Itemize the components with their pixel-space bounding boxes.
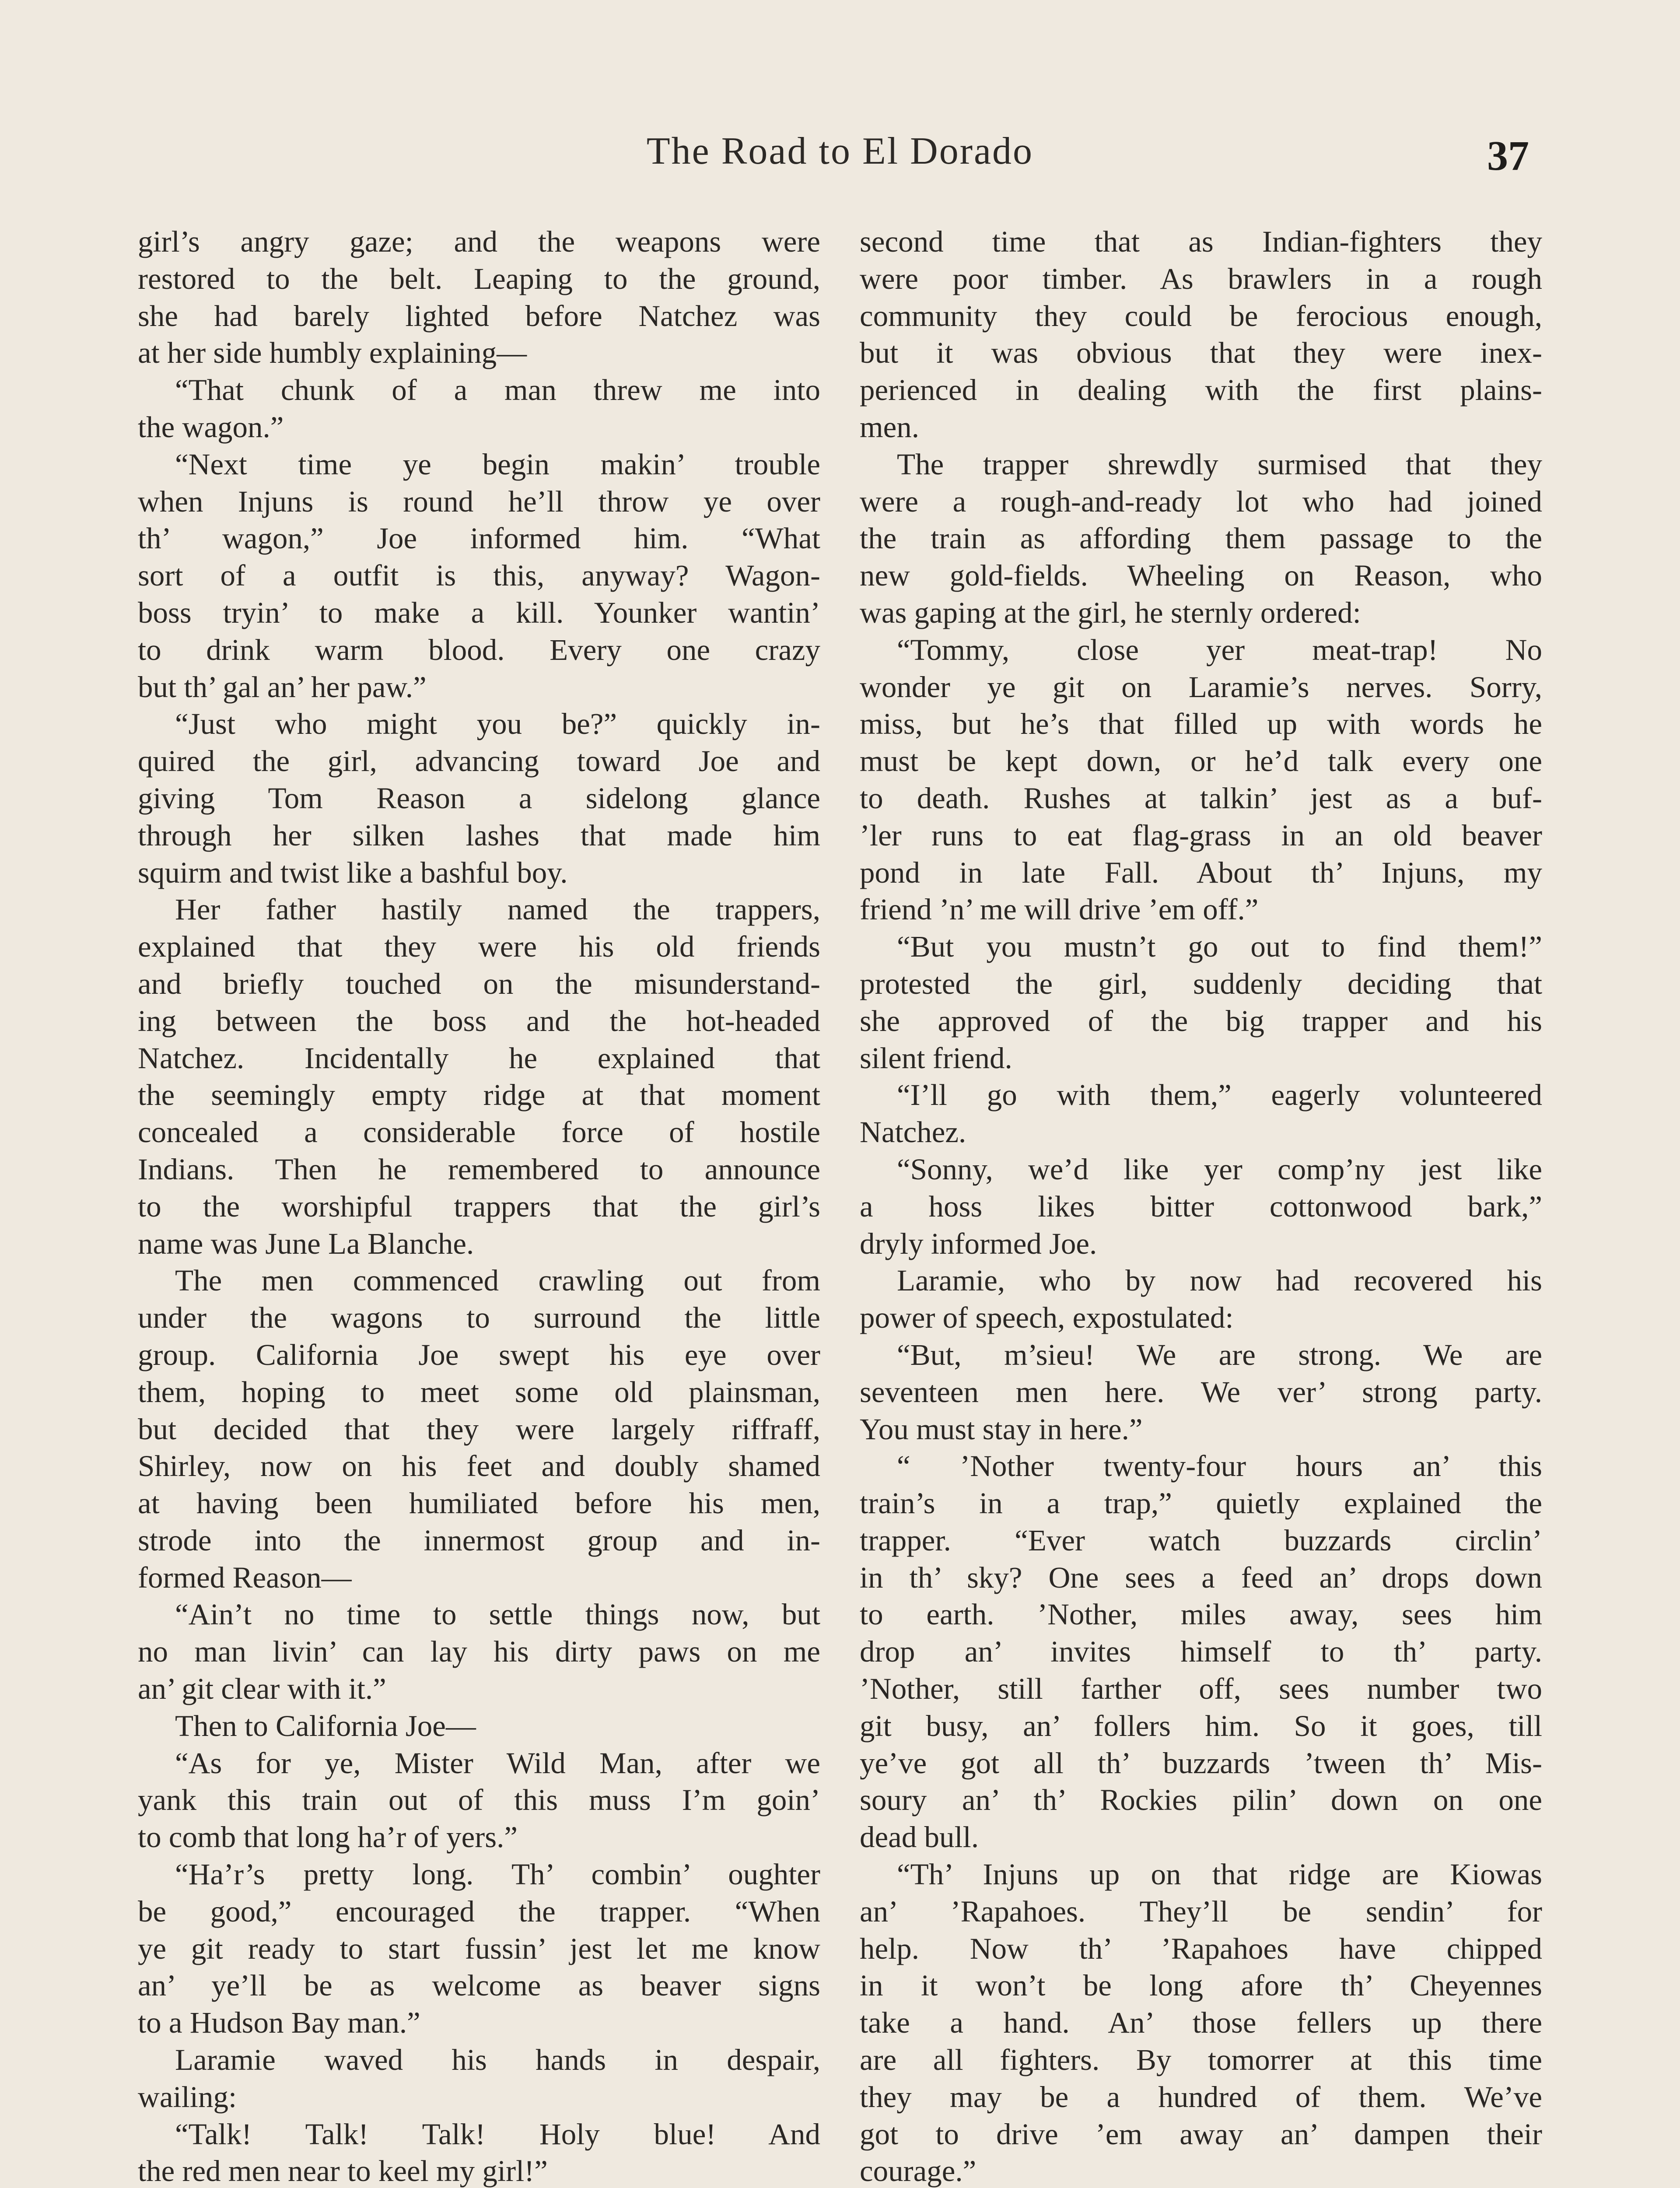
text-line: boss tryin’ to make a kill. Younker wantin’ (138, 596, 820, 629)
text-line: ’Nother, still farther off, sees number two (860, 1672, 1542, 1706)
text-line: pond in late Fall. About th’ Injuns, my (860, 856, 1542, 889)
text-line: are all fighters. By tomorrer at this time (860, 2043, 1542, 2077)
text-line: no man livin’ can lay his dirty paws on me (138, 1635, 820, 1669)
text-line: at having been humiliated before his men, (138, 1487, 820, 1520)
text-line: in it won’t be long afore th’ Cheyennes (860, 1969, 1542, 2002)
text-line: giving Tom Reason a sidelong glance (138, 781, 820, 815)
text-line: th’ wagon,” Joe informed him. “What (138, 522, 820, 555)
text-line: a hoss likes bitter cottonwood bark,” (860, 1189, 1542, 1223)
text-line: trapper. “Ever watch buzzards circlin’ (860, 1523, 1542, 1557)
text-line: second time that as Indian-fighters they (860, 225, 1542, 258)
text-line: “Next time ye begin makin’ trouble (175, 447, 820, 481)
running-title: The Road to El Dorado (646, 130, 1034, 172)
text-line: and briefly touched on the misunderstand- (138, 967, 820, 1000)
text-line: yank this train out of this muss I’m goin’ (138, 1783, 820, 1817)
text-line: but it was obvious that they were inex- (860, 336, 1542, 370)
text-line: “Th’ Injuns up on that ridge are Kiowas (897, 1858, 1542, 1891)
text-line: soury an’ th’ Rockies pilin’ down on one (860, 1783, 1542, 1817)
text-line: under the wagons to surround the little (138, 1301, 820, 1335)
text-line: ’ler runs to eat flag-grass in an old beaver (860, 818, 1542, 852)
text-line: Natchez. Incidentally he explained that (138, 1041, 820, 1075)
text-line: “Talk! Talk! Talk! Holy blue! And (175, 2117, 820, 2151)
text-line: protested the girl, suddenly deciding that (860, 967, 1542, 1000)
text-line: to a Hudson Bay man.” (138, 2006, 420, 2040)
text-line: must be kept down, or he’d talk every one (860, 744, 1542, 778)
text-line: Then to California Joe— (175, 1709, 476, 1743)
text-line: power of speech, expostulated: (860, 1301, 1234, 1335)
text-line: squirm and twist like a bashful boy. (138, 856, 568, 889)
text-line: ye git ready to start fussin’ jest let me know (138, 1932, 820, 1965)
text-line: drop an’ invites himself to th’ party. (860, 1635, 1542, 1669)
text-line: perienced in dealing with the first plains- (860, 373, 1542, 407)
text-line: to death. Rushes at talkin’ jest as a buf- (860, 781, 1542, 815)
text-line: You must stay in here.” (860, 1412, 1143, 1446)
text-line: seventeen men here. We ver’ strong party. (860, 1375, 1542, 1409)
text-line: she approved of the big trapper and his (860, 1004, 1542, 1038)
text-line: but th’ gal an’ her paw.” (138, 670, 427, 704)
text-line: wonder ye git on Laramie’s nerves. Sorry, (860, 670, 1542, 704)
text-line: dryly informed Joe. (860, 1227, 1097, 1260)
text-line: friend ’n’ me will drive ’em off.” (860, 893, 1259, 926)
text-line: “Ain’t no time to settle things now, but (175, 1598, 820, 1631)
right-text-column (860, 223, 1542, 2188)
text-line: the train as affording them passage to the (860, 522, 1542, 555)
text-line: but decided that they were largely riffraff, (138, 1412, 820, 1446)
text-line: concealed a considerable force of hostile (138, 1115, 820, 1149)
text-line: The men commenced crawling out from (175, 1264, 820, 1297)
text-line: they may be a hundred of them. We’ve (860, 2080, 1542, 2114)
text-line: the red men near to keel my girl!” (138, 2154, 548, 2188)
text-line: an’ ’Rapahoes. They’ll be sendin’ for (860, 1894, 1542, 1928)
text-line: was gaping at the girl, he sternly ordered: (860, 596, 1361, 629)
text-line: sort of a outfit is this, anyway? Wagon- (138, 559, 820, 593)
text-line: new gold-fields. Wheeling on Reason, who (860, 559, 1542, 593)
text-line: them, hoping to meet some old plainsman, (138, 1375, 820, 1409)
text-line: Indians. Then he remembered to announce (138, 1152, 820, 1186)
text-line: to earth. ’Nother, miles away, sees him (860, 1598, 1542, 1631)
text-line: train’s in a trap,” quietly explained the (860, 1487, 1542, 1520)
text-line: were poor timber. As brawlers in a rough (860, 262, 1542, 295)
text-line: “Just who might you be?” quickly in- (175, 707, 820, 741)
text-line: be good,” encouraged the trapper. “When (138, 1894, 820, 1928)
text-line: help. Now th’ ’Rapahoes have chipped (860, 1932, 1542, 1965)
text-line: git busy, an’ follers him. So it goes, till (860, 1709, 1542, 1743)
text-line: to drink warm blood. Every one crazy (138, 633, 820, 666)
left-text-column (138, 223, 820, 2188)
text-line: strode into the innermost group and in- (138, 1523, 820, 1557)
text-line: quired the girl, advancing toward Joe and (138, 744, 820, 778)
text-line: Laramie, who by now had recovered his (897, 1264, 1542, 1297)
text-line: explained that they were his old friends (138, 930, 820, 964)
text-line: the wagon.” (138, 410, 284, 444)
text-line: “Ha’r’s pretty long. Th’ combin’ oughter (175, 1858, 820, 1891)
text-line: Her father hastily named the trappers, (175, 893, 820, 926)
page-number: 37 (1487, 132, 1529, 179)
text-line: men. (860, 410, 920, 444)
text-line: girl’s angry gaze; and the weapons were (138, 225, 820, 258)
text-line: “But, m’sieu! We are strong. We are (897, 1338, 1542, 1371)
text-line: formed Reason— (138, 1560, 352, 1594)
text-line: the seemingly empty ridge at that moment (138, 1078, 820, 1112)
text-line: were a rough-and-ready lot who had joined (860, 484, 1542, 518)
text-line: she had barely lighted before Natchez was (138, 299, 820, 333)
text-line: in th’ sky? One sees a feed an’ drops down (860, 1560, 1542, 1594)
text-line: The trapper shrewdly surmised that they (897, 447, 1542, 481)
text-line: Shirley, now on his feet and doubly shamed (138, 1449, 820, 1483)
text-line: an’ ye’ll be as welcome as beaver signs (138, 1969, 820, 2002)
text-line: wailing: (138, 2080, 237, 2114)
text-line: dead bull. (860, 1820, 979, 1854)
text-line: “ ’Nother twenty-four hours an’ this (897, 1449, 1542, 1483)
text-line: when Injuns is round he’ll throw ye over (138, 484, 820, 518)
text-line: “Tommy, close yer meat-trap! No (897, 633, 1542, 666)
text-line: “As for ye, Mister Wild Man, after we (175, 1746, 820, 1780)
text-line: “But you mustn’t go out to find them!” (897, 930, 1542, 964)
text-line: “I’ll go with them,” eagerly volunteered (897, 1078, 1542, 1112)
text-line: “That chunk of a man threw me into (175, 373, 820, 407)
text-line: ye’ve got all th’ buzzards ’tween th’ Mis- (860, 1746, 1542, 1780)
text-line: “Sonny, we’d like yer comp’ny jest like (897, 1152, 1542, 1186)
text-line: restored to the belt. Leaping to the ground, (138, 262, 820, 295)
text-line: Natchez. (860, 1115, 966, 1149)
text-line: an’ git clear with it.” (138, 1672, 386, 1706)
text-line: courage.” (860, 2154, 976, 2188)
text-line: community they could be ferocious enough, (860, 299, 1542, 333)
text-line: Laramie waved his hands in despair, (175, 2043, 820, 2077)
text-line: ing between the boss and the hot-headed (138, 1004, 820, 1038)
text-line: name was June La Blanche. (138, 1227, 474, 1260)
text-line: to comb that long ha’r of yers.” (138, 1820, 518, 1854)
text-line: through her silken lashes that made him (138, 818, 820, 852)
text-line: miss, but he’s that filled up with words he (860, 707, 1542, 741)
text-line: to the worshipful trappers that the girl’s (138, 1189, 820, 1223)
text-line: take a hand. An’ those fellers up there (860, 2006, 1542, 2040)
text-line: silent friend. (860, 1041, 1012, 1075)
text-line: group. California Joe swept his eye over (138, 1338, 820, 1371)
text-line: at her side humbly explaining— (138, 336, 527, 370)
text-line: got to drive ’em away an’ dampen their (860, 2117, 1542, 2151)
